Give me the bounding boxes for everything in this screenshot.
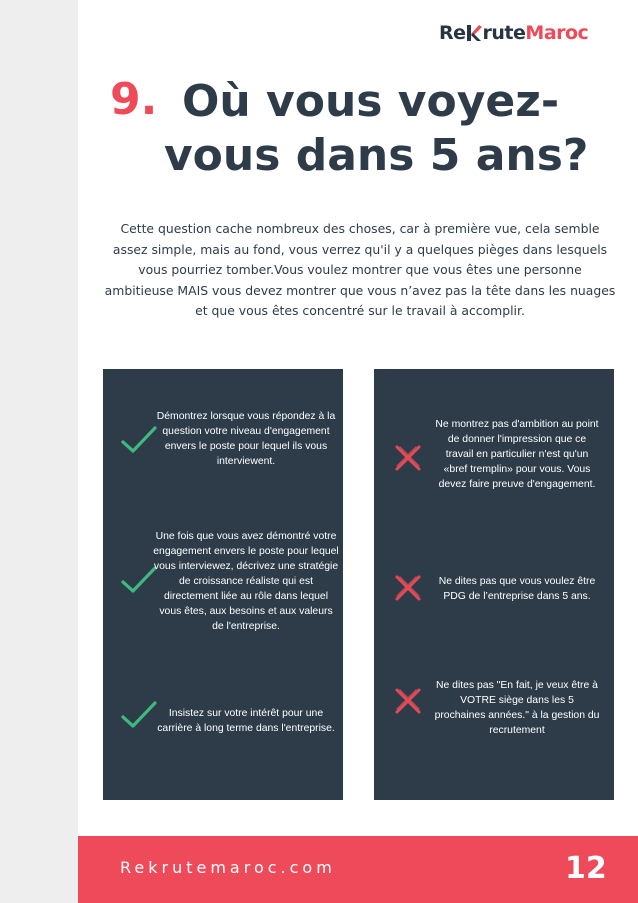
dont-item-text: Ne montrez pas d'ambition au point de donner l'impression que ce travail en particulier n'est qu'un «bref tremplin» pour vous. Vous devez faire preuve d'engagement. <box>435 419 599 490</box>
checkmark-icon <box>121 566 157 594</box>
logo-text-rute: rute <box>482 22 526 44</box>
dont-item-text: Ne dites pas "En fait, je veux être à VOTRE siège dans les 5 prochaines années." à la gestion du recrutement <box>434 680 600 736</box>
left-margin-strip <box>0 0 78 903</box>
question-number: 9. <box>110 74 158 125</box>
footer-website: Rekrutemaroc.com <box>120 858 336 877</box>
page-title <box>164 75 624 183</box>
checkmark-icon <box>121 701 157 729</box>
rekrutemaroc-logo <box>439 20 588 46</box>
cross-icon <box>394 687 422 715</box>
logo-k-icon <box>466 23 483 43</box>
cross-icon <box>394 574 422 602</box>
logo-text-re: Re <box>439 22 466 44</box>
do-panel <box>103 369 343 800</box>
title-line-1: Où vous voyez- <box>182 76 560 127</box>
checkmark-icon <box>121 426 157 454</box>
do-item-text: Une fois que vous avez démontré votre engagement envers le poste pour lequel vous interviewez, décrivez une stratégie de croissance réaliste qui est directement liée au rôle dans lequel vous êtes, aux besoins et aux valeurs de l'entreprise. <box>153 531 339 632</box>
dont-item-text: Ne dites pas que vous voulez être PDG de l’entreprise dans 5 ans. <box>438 576 596 602</box>
do-item-text: Insistez sur votre intérêt pour une carrière à long terme dans l'entreprise. <box>157 708 335 734</box>
intro-paragraph: Cette question cache nombreux des choses, car à première vue, cela semble assez simple, mais au fond, vous verrez qu'il y a quelques pièges dans lesquels vous pourriez tomber.Vous voulez montrer que vous êtes une personne ambitieuse MAIS vous devez montrer que vous n’avez pas la tête dans les nuages et que vous êtes concentré sur le travail à accomplir. <box>104 221 616 318</box>
logo-text-maroc: Maroc <box>525 22 589 44</box>
title-line-2: vous dans 5 ans? <box>164 130 589 182</box>
footer-bar <box>78 836 638 903</box>
do-item-text: Démontrez lorsque vous répondez à la question votre niveau d'engagement envers le poste pour lequel ils vous interviewent. <box>156 411 336 467</box>
page-number: 12 <box>565 851 607 886</box>
dont-panel <box>374 369 614 800</box>
cross-icon <box>394 444 422 472</box>
